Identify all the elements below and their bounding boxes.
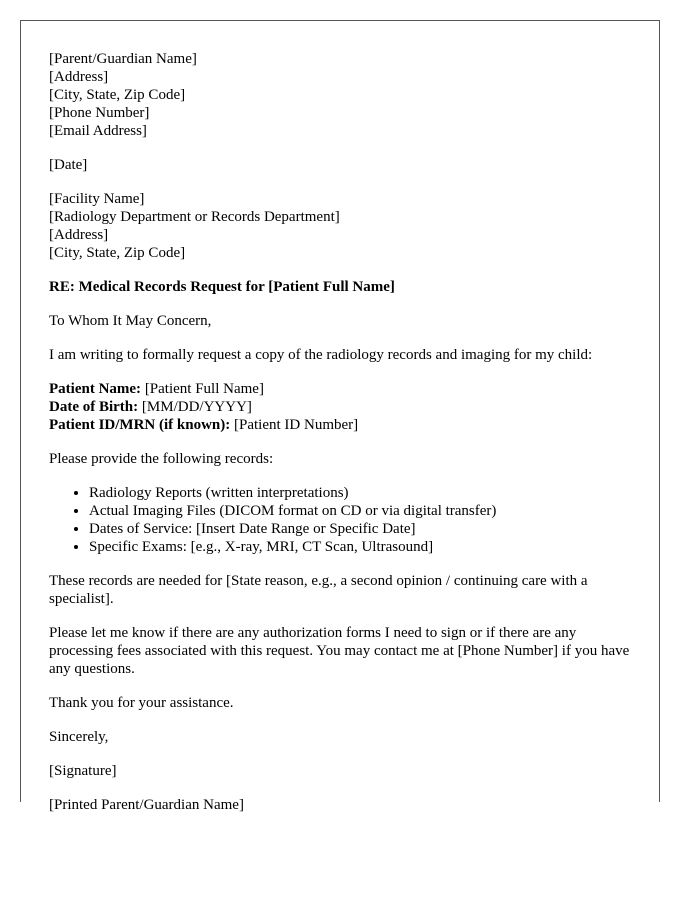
sender-phone: [Phone Number] [49,105,150,121]
patient-info-block [49,380,639,434]
signature-line: [Signature] [49,763,117,779]
patient-name-value: [Patient Full Name] [141,381,264,397]
sender-block [49,50,639,140]
sender-address: [Address] [49,69,109,85]
patient-name-row [49,380,639,398]
records-list [49,484,639,556]
recipient-city-state-zip: [City, State, Zip Code] [49,245,186,261]
subject-line: RE: Medical Records Request for [Patient Full Name] [49,279,395,295]
intro-paragraph: I am writing to formally request a copy of the radiology records and imaging for my child: [49,347,593,363]
closing-line: Sincerely, [49,729,109,745]
recipient-department: [Radiology Department or Records Department] [49,209,340,225]
recipient-block [49,190,639,262]
records-intro: Please provide the following records: [49,451,274,467]
thanks-line: Thank you for your assistance. [49,695,234,711]
list-item: • Actual Imaging Files (DICOM format on CD or via digital transfer) [89,502,639,520]
salutation: To Whom It May Concern, [49,313,212,329]
recipient-facility: [Facility Name] [49,191,145,207]
sender-city-state-zip: [City, State, Zip Code] [49,87,186,103]
patient-id-row [49,416,639,434]
sender-email: [Email Address] [49,123,147,139]
list-item: • Dates of Service: [Insert Date Range or Specific Date] [89,520,639,538]
patient-dob-value: [MM/DD/YYYY] [138,399,252,415]
recipient-address: [Address] [49,227,109,243]
list-item: • Specific Exams: [e.g., X-ray, MRI, CT Scan, Ultrasound] [89,538,639,556]
patient-id-label: Patient ID/MRN (if known): [49,417,231,433]
letter-date: [Date] [49,157,88,173]
patient-name-label: Patient Name: [49,381,142,397]
sender-name: [Parent/Guardian Name] [49,51,197,67]
reason-paragraph: These records are needed for [State reason, e.g., a second opinion / continuing care with a specialist]. [49,573,588,607]
request-info-paragraph: Please let me know if there are any authorization forms I need to sign or if there are any processing fees associated with this request. You may contact me at [Phone Number] if you have any questions. [49,625,630,677]
letter-content [49,50,639,830]
letter-page [20,20,660,813]
list-item: • Radiology Reports (written interpretations) [89,484,639,502]
patient-dob-row [49,398,639,416]
printed-name-line: [Printed Parent/Guardian Name] [49,797,244,813]
patient-id-value: [Patient ID Number] [230,417,359,433]
patient-dob-label: Date of Birth: [49,399,139,415]
